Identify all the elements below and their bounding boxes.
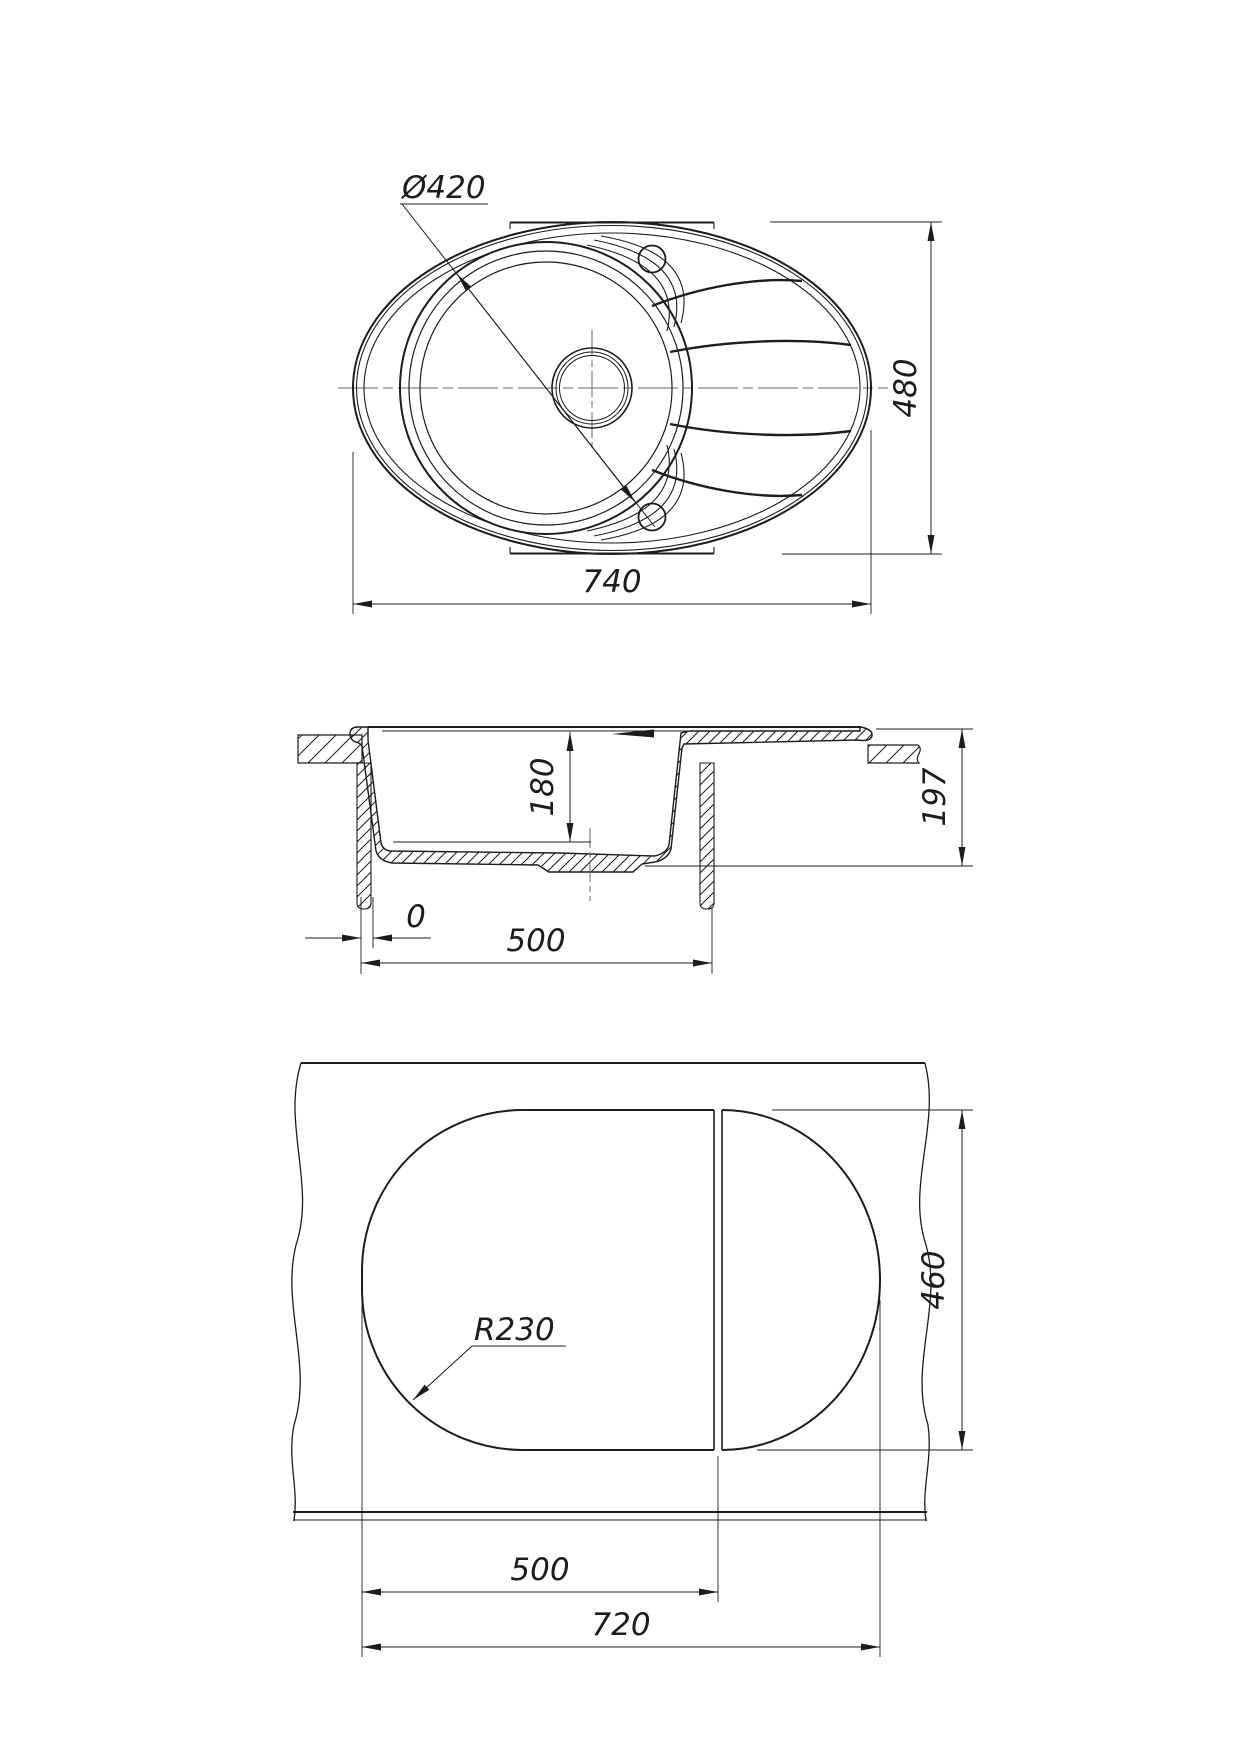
section-cutout-width-label: 500: [506, 923, 566, 959]
cutout-width-left-label: 500: [510, 1552, 570, 1588]
dim-corner-radius: [413, 1312, 566, 1400]
cabinet-panel-right: [700, 763, 714, 909]
section-view: [298, 727, 973, 974]
sink-shell-section: [350, 727, 872, 872]
bowl-diameter-label: Ø420: [402, 170, 486, 206]
cutout-height-label: 460: [916, 1250, 952, 1310]
total-height-label: 197: [917, 767, 953, 827]
bowl-depth-label: 180: [525, 757, 561, 817]
dim-bowl-depth: [393, 732, 591, 842]
tap-hole-bottom: [639, 504, 666, 531]
dim-cutout-height: [757, 1110, 973, 1450]
dim-overall-width: [353, 430, 871, 614]
tap-hole-top: [639, 246, 666, 273]
break-line-left: [292, 1063, 303, 1521]
cutout-width-total-label: 720: [591, 1607, 651, 1643]
countertop-right-section: [868, 745, 920, 763]
corner-radius-label: R230: [474, 1312, 555, 1348]
cutout-outline-right: [722, 1110, 880, 1450]
cutout-view: [292, 1063, 973, 1657]
cutout-extension-lines: [362, 1300, 880, 1657]
zero-offset-label: 0: [406, 899, 426, 935]
top-view: [338, 170, 942, 614]
dim-cutout-width-total: [362, 1607, 880, 1647]
overall-height-label: 480: [888, 358, 924, 418]
cutout-divider: [714, 1110, 722, 1450]
overall-width-label: 740: [582, 564, 642, 600]
dim-total-height: [645, 729, 973, 866]
dim-cutout-width-left: [362, 1552, 718, 1592]
